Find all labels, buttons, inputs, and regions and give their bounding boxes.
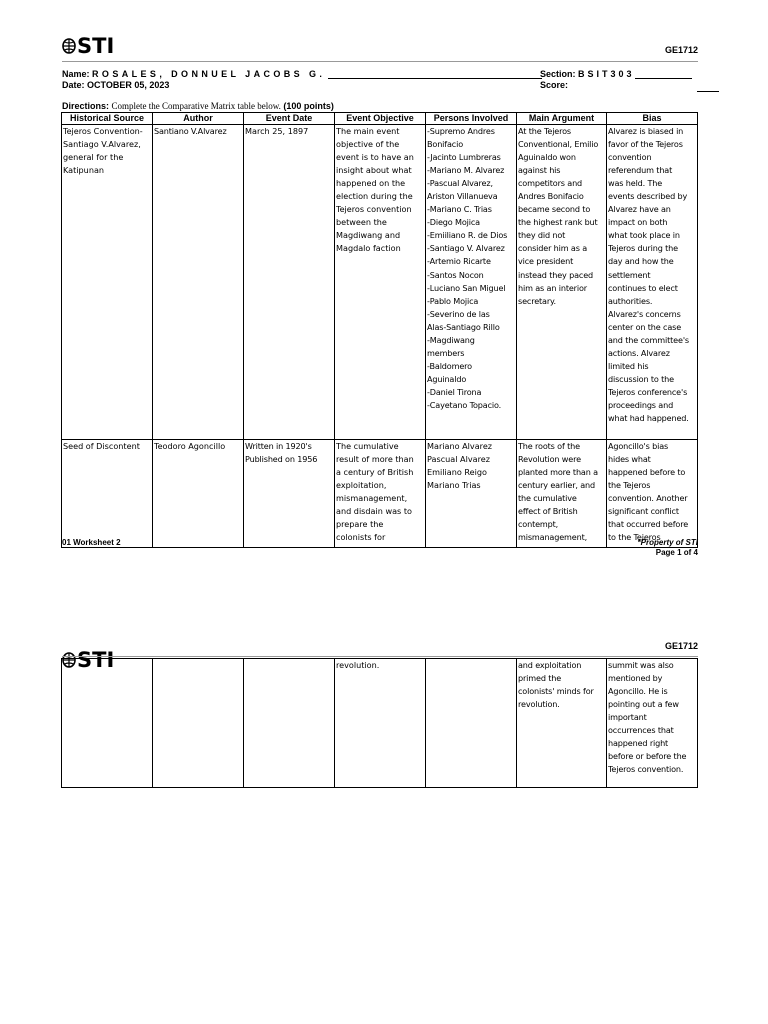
header-divider — [62, 61, 698, 62]
cell-author — [153, 659, 244, 788]
table-row — [62, 440, 698, 548]
header-divider — [62, 656, 698, 657]
cell-main-argument: and exploitation primed the colonists' minds for revolution. — [517, 659, 607, 788]
column-header: Author — [153, 113, 244, 125]
directions-text: Complete the Comparative Matrix table below. — [111, 101, 281, 111]
cell-main-argument: The roots of the Revolution were planted more than a century earlier, and the cumulative effect of British contempt, mismanagement, — [517, 440, 607, 548]
section-value: BSIT303 — [578, 69, 635, 79]
directions-label: Directions: — [62, 101, 110, 111]
cell-main-argument: At the Tejeros Conventional, Emilio Aguinaldo won against his competitors and Andres Bonifacio became second to the highest rank but they did not consider him as a vice president instead they paced him as an interior secretary. — [517, 125, 607, 440]
cell-event-objective: revolution. — [335, 659, 426, 788]
score-label: Score: — [540, 80, 569, 90]
table-header-row — [62, 113, 698, 125]
name-underline — [328, 78, 542, 79]
section-row — [540, 69, 692, 79]
comparative-matrix-table-continued — [61, 658, 698, 788]
section-label: Section: — [540, 69, 576, 79]
directions — [62, 101, 334, 111]
property-notice: *Property of STI — [637, 538, 698, 547]
page-footer — [638, 538, 698, 558]
name-value: ROSALES, DONNUEL JACOBS G. — [92, 69, 326, 79]
course-code: GE1712 — [664, 641, 698, 651]
comparative-matrix-table — [61, 112, 698, 548]
logo-text: STI — [77, 648, 115, 672]
cell-persons-involved — [426, 659, 517, 788]
section-underline — [635, 78, 692, 79]
cell-event-date: Written in 1920's Published on 1956 — [244, 440, 335, 548]
date-value: OCTOBER 05, 2023 — [87, 80, 170, 90]
cell-historical-source: Tejeros Convention- Santiago V.Alvarez, general for the Katipunan — [62, 125, 153, 440]
column-header: Historical Source — [62, 113, 153, 125]
cell-event-objective: The main event objective of the event is to have an insight about what happened on the election during the Tejeros convention between the Magdiwang and Magdalo faction — [335, 125, 426, 440]
cell-event-objective: The cumulative result of more than a century of British exploitation, mismanagement, and disdain was to prepare the colonists for — [335, 440, 426, 548]
cell-bias: summit was also mentioned by Agoncillo. He is pointing out a few important occurrences that happened right before or before the Tejeros convention. — [607, 659, 698, 788]
cell-historical-source: Seed of Discontent — [62, 440, 153, 548]
column-header: Persons Involved — [426, 113, 517, 125]
cell-author: Teodoro Agoncillo — [153, 440, 244, 548]
logo-text: STI — [77, 34, 115, 58]
cell-persons-involved: -Supremo Andres Bonifacio -Jacinto Lumbreras -Mariano M. Alvarez -Pascual Alvarez, Ariston Villanueva -Mariano C. Trias -Diego Mojica -Emiiliano R. de Dios -Santiago V. Alvarez -Artemio Ricarte -Santos Nocon -Luciano San Miguel -Pablo Mojica -Severino de las Alas-Santiago Rillo -Magdiwang members -Baldomero Aguinaldo -Daniel Tirona -Cayetano Topacio. — [426, 125, 517, 440]
cell-event-date: March 25, 1897 — [244, 125, 335, 440]
cell-bias: Agoncillo's bias hides what happened before to the Tejeros convention. Another significant conflict that occurred before to the Tejeros — [607, 440, 698, 548]
cell-bias: Alvarez is biased in favor of the Tejeros convention referendum that was held. The events described by Alvarez have an impact on both what took place in Tejeros during the day and how the settlement continues to elect authorities. Alvarez's concerns center on the case and the committee's actions. Alvarez limited his discussion to the Tejeros conference's proceedings and what had happened. — [607, 125, 698, 440]
sti-logo — [62, 34, 114, 58]
table-row — [62, 659, 698, 788]
date-label: Date: — [62, 80, 85, 90]
worksheet-label: 01 Worksheet 2 — [62, 538, 121, 547]
cell-persons-involved: Mariano Alvarez Pascual Alvarez Emiliano Reigo Mariano Trias — [426, 440, 517, 548]
globe-icon — [62, 38, 76, 54]
cell-event-date — [244, 659, 335, 788]
column-header: Event Date — [244, 113, 335, 125]
column-header: Bias — [607, 113, 698, 125]
name-row — [62, 69, 542, 79]
directions-points: (100 points) — [283, 101, 334, 111]
date-row — [62, 80, 169, 90]
page-number: Page 1 of 4 — [655, 548, 698, 557]
name-label: Name: — [62, 69, 90, 79]
cell-author: Santiano V.Alvarez — [153, 125, 244, 440]
cell-historical-source — [62, 659, 153, 788]
table-row — [62, 125, 698, 440]
course-code: GE1712 — [664, 45, 698, 55]
score-underline — [697, 91, 719, 92]
column-header: Event Objective — [335, 113, 426, 125]
worksheet-page-2 — [0, 620, 768, 1024]
column-header: Main Argument — [517, 113, 607, 125]
score-row — [540, 80, 568, 90]
